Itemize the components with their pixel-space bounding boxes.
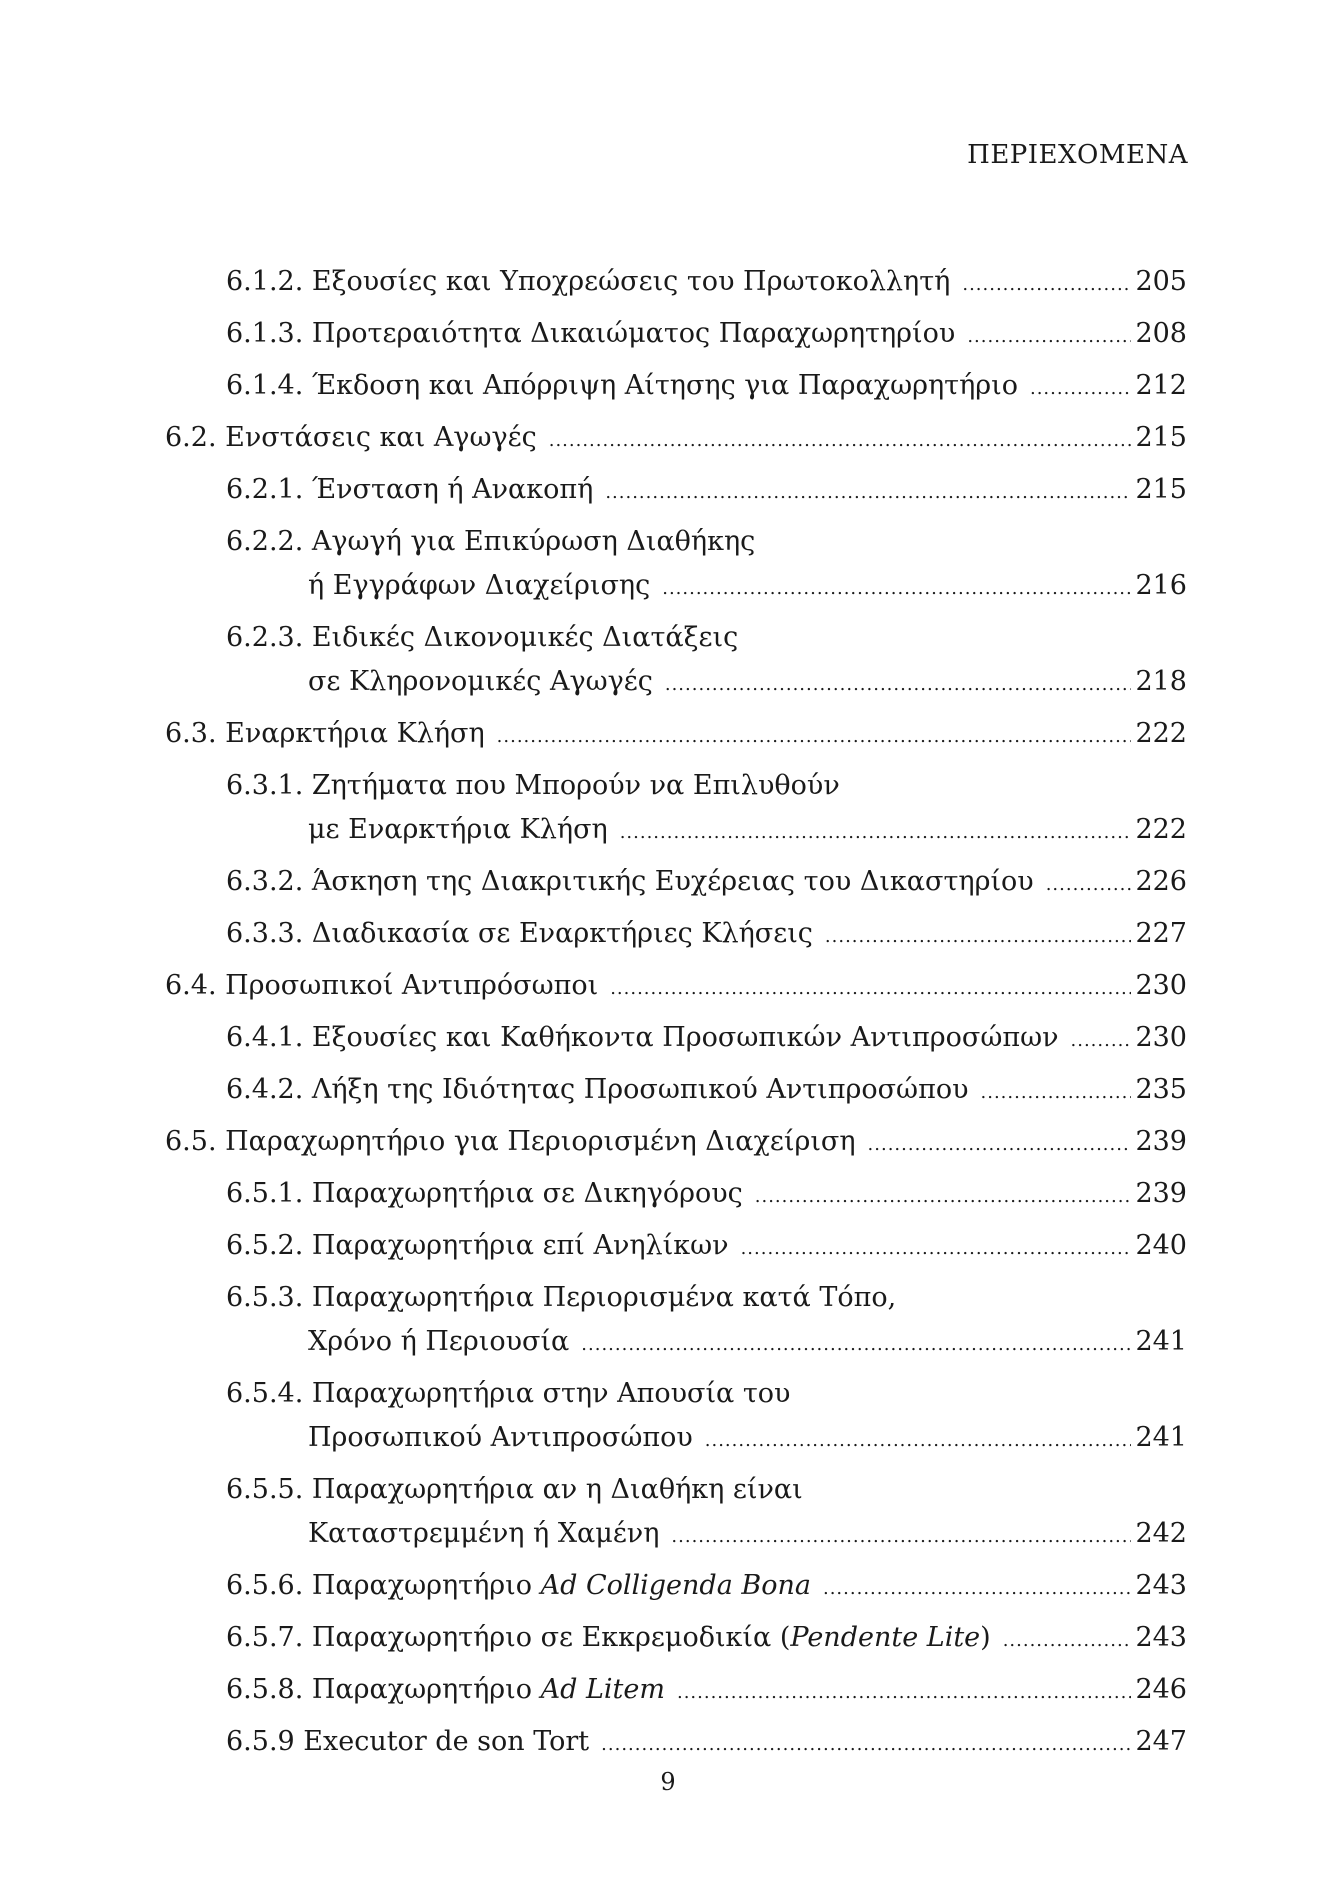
toc-entry[interactable]	[0, 1276, 1336, 1367]
toc-page-number: 222	[1135, 718, 1187, 749]
toc-page-number: 246	[1135, 1674, 1187, 1705]
toc-entry-title: 6.2.1. Ένσταση ή Ανακοπή	[226, 474, 594, 505]
toc-entry-title-line: 6.2.3. Ειδικές Δικονομικές Διατάξεις	[226, 622, 739, 653]
toc-entry[interactable]	[0, 1668, 1336, 1715]
toc-page-number: 239	[1135, 1178, 1187, 1209]
toc-page-number: 222	[1135, 814, 1187, 845]
toc-title-part: Ad Colligenda Bona	[540, 1570, 811, 1601]
toc-entry-title: ή Εγγράφων Διαχείρισης	[308, 570, 651, 601]
dot-leader	[601, 1723, 1131, 1767]
toc-page-number: 205	[1135, 266, 1187, 297]
toc-entry[interactable]	[0, 312, 1336, 359]
toc-page-number: 216	[1135, 570, 1187, 601]
toc-entry[interactable]	[0, 364, 1336, 411]
toc-page-number: 241	[1135, 1326, 1187, 1357]
toc-page-number: 243	[1135, 1622, 1187, 1653]
dot-leader	[1071, 1019, 1132, 1063]
toc-entry-title: 6.3. Εναρκτήρια Κλήση	[165, 718, 485, 749]
toc-entry[interactable]	[0, 520, 1336, 611]
toc-entry[interactable]	[0, 964, 1336, 1011]
running-header: ΠΕΡΙΕΧΟΜΕΝΑ	[967, 140, 1188, 170]
toc-entry[interactable]	[0, 1720, 1336, 1767]
toc-entry[interactable]	[0, 764, 1336, 855]
toc-entry-title: 6.3.3. Διαδικασία σε Εναρκτήριες Κλήσεις	[226, 918, 813, 949]
toc-page-number: 242	[1135, 1518, 1187, 1549]
dot-leader	[1030, 367, 1131, 411]
page-number: 9	[660, 1768, 676, 1796]
toc-page-number: 235	[1135, 1074, 1187, 1105]
toc-page-number: 230	[1135, 970, 1187, 1001]
toc-entry-title-line: 6.2.2. Αγωγή για Επικύρωση Διαθήκης	[226, 526, 756, 557]
dot-leader	[705, 1419, 1132, 1463]
toc-entry-title: 6.2. Ενστάσεις και Αγωγές	[165, 422, 537, 453]
toc-title-part: Pendente Lite	[790, 1622, 981, 1653]
toc-entry-title: σε Κληρονομικές Αγωγές	[308, 666, 653, 697]
dot-leader	[671, 1515, 1131, 1559]
dot-leader	[1003, 1619, 1132, 1663]
toc-entry-title: 6.4. Προσωπικοί Αντιπρόσωποι	[165, 970, 599, 1001]
dot-leader	[967, 315, 1131, 359]
toc-entry[interactable]	[0, 468, 1336, 515]
dot-leader	[823, 1567, 1131, 1611]
dot-leader	[549, 419, 1132, 463]
dot-leader	[677, 1671, 1131, 1715]
toc-entry-title: Καταστρεμμένη ή Χαμένη	[308, 1518, 660, 1549]
toc-title-part: Ad Litem	[540, 1674, 665, 1705]
toc-entry-title-line: 6.5.5. Παραχωρητήρια αν η Διαθήκη είναι	[226, 1474, 803, 1505]
dot-leader	[620, 811, 1132, 855]
toc-entry[interactable]	[0, 616, 1336, 707]
dot-leader	[665, 663, 1132, 707]
toc-entry[interactable]	[0, 1372, 1336, 1463]
dot-leader	[610, 967, 1131, 1011]
toc-entry-title-line: 6.3.1. Ζητήματα που Μπορούν να Επιλυθούν	[226, 770, 840, 801]
table-of-contents	[0, 260, 1336, 1772]
toc-page-number: 240	[1135, 1230, 1187, 1261]
toc-page-number: 215	[1135, 474, 1187, 505]
toc-entry-title: 6.1.4. Έκδοση και Απόρριψη Αίτησης για Παραχωρητήριο	[226, 370, 1018, 401]
dot-leader	[1046, 863, 1132, 907]
dot-leader	[581, 1323, 1131, 1367]
toc-entry-title	[226, 1564, 811, 1608]
toc-entry-title: με Εναρκτήρια Κλήση	[308, 814, 608, 845]
toc-entry-title: 6.1.2. Εξουσίες και Υποχρεώσεις του Πρωτοκολλητή	[226, 266, 951, 297]
toc-entry[interactable]	[0, 1616, 1336, 1663]
toc-entry[interactable]	[0, 1172, 1336, 1219]
dot-leader	[741, 1227, 1132, 1271]
toc-entry-title: 6.5.9 Executor de son Tort	[226, 1726, 590, 1757]
toc-page-number: 227	[1135, 918, 1187, 949]
toc-entry-title-line: 6.5.3. Παραχωρητήρια Περιορισμένα κατά Τόπο,	[226, 1282, 897, 1313]
toc-page-number: 241	[1135, 1422, 1187, 1453]
toc-entry[interactable]	[0, 1468, 1336, 1559]
toc-page-number: 208	[1135, 318, 1187, 349]
toc-entry[interactable]	[0, 416, 1336, 463]
dot-leader	[605, 471, 1131, 515]
toc-entry-title: 6.4.2. Λήξη της Ιδιότητας Προσωπικού Αντιπροσώπου	[226, 1074, 969, 1105]
toc-entry[interactable]	[0, 860, 1336, 907]
toc-page-number: 218	[1135, 666, 1187, 697]
dot-leader	[868, 1123, 1132, 1167]
toc-page-number: 226	[1135, 866, 1187, 897]
toc-entry[interactable]	[0, 1016, 1336, 1063]
toc-entry-title: 6.4.1. Εξουσίες και Καθήκοντα Προσωπικών Αντιπροσώπων	[226, 1022, 1059, 1053]
toc-entry-title: 6.3.2. Άσκηση της Διακριτικής Ευχέρειας του Δικαστηρίου	[226, 866, 1034, 897]
dot-leader	[981, 1071, 1132, 1115]
dot-leader	[825, 915, 1132, 959]
toc-entry-title	[226, 1668, 665, 1712]
toc-entry[interactable]	[0, 712, 1336, 759]
toc-page-number: 230	[1135, 1022, 1187, 1053]
toc-entry-title: 6.5.2. Παραχωρητήρια επί Ανηλίκων	[226, 1230, 729, 1261]
toc-page-number: 247	[1135, 1726, 1187, 1757]
toc-page-number: 243	[1135, 1570, 1187, 1601]
toc-entry-title	[226, 1616, 991, 1660]
toc-entry-title: 6.1.3. Προτεραιότητα Δικαιώματος Παραχωρητηρίου	[226, 318, 956, 349]
dot-leader	[962, 263, 1131, 307]
toc-entry[interactable]	[0, 1120, 1336, 1167]
toc-entry-title: 6.5. Παραχωρητήριο για Περιορισμένη Διαχείριση	[165, 1126, 856, 1157]
toc-page-number: 215	[1135, 422, 1187, 453]
toc-entry[interactable]	[0, 260, 1336, 307]
toc-entry[interactable]	[0, 912, 1336, 959]
dot-leader	[497, 715, 1132, 759]
toc-entry-title: Προσωπικού Αντιπροσώπου	[308, 1422, 693, 1453]
toc-title-part: )	[980, 1622, 991, 1653]
toc-entry[interactable]	[0, 1564, 1336, 1611]
toc-entry[interactable]	[0, 1068, 1336, 1115]
toc-title-part: 6.5.8. Παραχωρητήριο	[226, 1674, 541, 1705]
dot-leader	[755, 1175, 1132, 1219]
toc-entry-title: Χρόνο ή Περιουσία	[308, 1326, 570, 1357]
toc-page-number: 239	[1135, 1126, 1187, 1157]
toc-entry[interactable]	[0, 1224, 1336, 1271]
toc-page-number: 212	[1135, 370, 1187, 401]
dot-leader	[662, 567, 1131, 611]
toc-title-part: 6.5.6. Παραχωρητήριο	[226, 1570, 541, 1601]
toc-entry-title-line: 6.5.4. Παραχωρητήρια στην Απουσία του	[226, 1378, 791, 1409]
toc-title-part: 6.5.7. Παραχωρητήριο σε Εκκρεμοδικία (	[226, 1622, 791, 1653]
toc-entry-title: 6.5.1. Παραχωρητήρια σε Δικηγόρους	[226, 1178, 743, 1209]
